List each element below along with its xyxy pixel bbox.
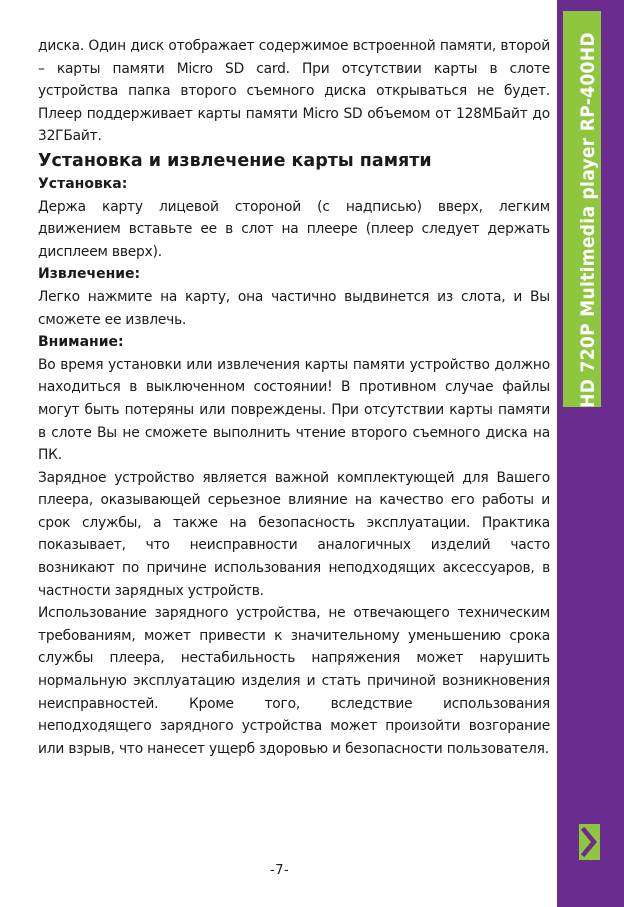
sidebar-title-box — [563, 11, 601, 407]
sidebar-title: HD 720P Multimedia player RP-400HD — [577, 32, 599, 408]
remove-paragraph: Легко нажмите на карту, она частично выдвинется из слота, и Вы сможете ее извлечь. — [38, 288, 550, 328]
next-page-button[interactable] — [579, 824, 600, 860]
page-content — [38, 35, 550, 760]
page-number: -7- — [270, 863, 290, 878]
section-title: Установка и извлечение карты памяти — [38, 150, 432, 171]
warning-heading: Внимание: — [38, 334, 124, 351]
sidebar-band — [557, 0, 624, 907]
intro-paragraph: диска. Один диск отображает содержимое встроенной памяти, второй – карты памяти Micro SD card. При отсутствии карты в слоте устройства папка второго съемного диска открываться не будет. Плеер поддерживает карты памяти Micro SD объемом от 128МБайт до 32ГБайт. — [38, 38, 550, 145]
charger-paragraph-1: Зарядное устройство является важной комплектующей для Вашего плеера, оказывающей серьезное влияние на качество его работы и срок службы, а также на безопасность эксплуатации. Практика показывает, что неисправности аналогичных изделий часто возникают по причине использования неподходящих аксессуаров, в частности зарядных устройств. — [38, 469, 550, 599]
install-heading: Установка: — [38, 175, 128, 192]
warning-paragraph: Во время установки или извлечения карты памяти устройство должно находиться в выключенном состоянии! В противном случае файлы могут быть потеряны или повреждены. При отсутствии карты памяти в слоте Вы не сможете выполнить чтение второго съемного диска на ПК. — [38, 356, 550, 464]
install-paragraph: Держа карту лицевой стороной (с надписью) вверх, легким движением вставьте ее в слот на плеере (плеер следует держать дисплеем вверх). — [38, 198, 550, 260]
charger-paragraph-2: Использование зарядного устройства, не отвечающего техническим требованиям, может привести к значительному уменьшению срока службы плеера, нестабильность напряжения может нарушить нормальную эксплуатацию изделия и стать причиной возникновения неисправностей. Кроме того, вследствие использования неподходящего зарядного устройства может произойти возгорание или взрыв, что нанесет ущерб здоровью и безопасности пользователя. — [38, 605, 550, 757]
remove-heading: Извлечение: — [38, 266, 141, 283]
chevron-right-icon — [579, 824, 600, 860]
